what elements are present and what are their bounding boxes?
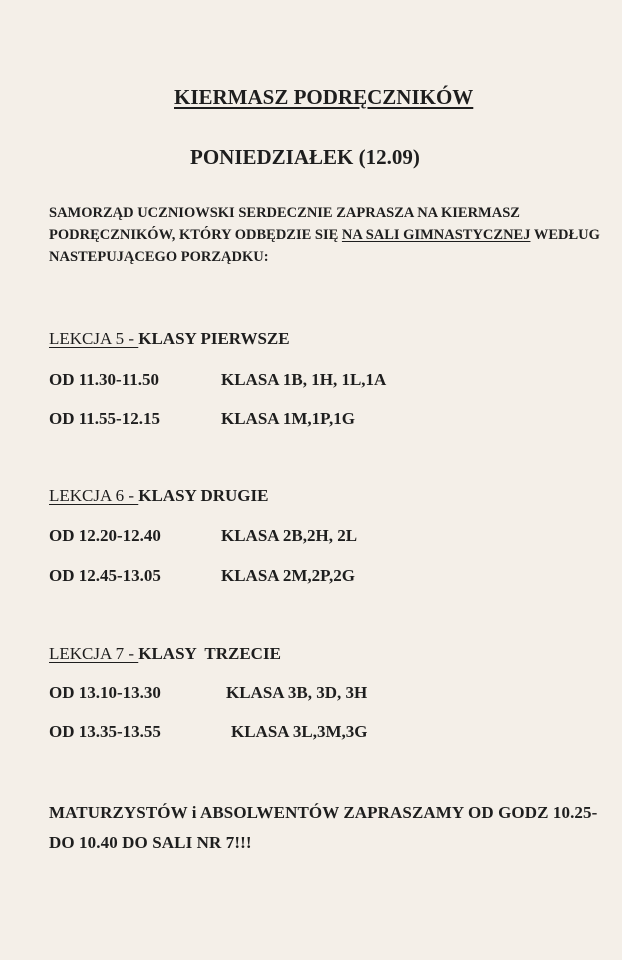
intro-location: NA SALI GIMNASTYCZNEJ: [341, 227, 531, 243]
section-heading-lekcja-5: [49, 329, 290, 349]
schedule-row: [49, 370, 387, 390]
schedule-row: [49, 683, 368, 703]
footer-note: MATURZYSTÓW i ABSOLWENTÓW ZAPRASZAMY OD GODZ 10.25-DO 10.40 DO SALI NR 7!!!: [49, 803, 598, 852]
classes-label: KLASY PIERWSZE: [138, 329, 290, 348]
lesson-label: LEKCJA 7 -: [49, 644, 139, 663]
class-list: KLASA 2M,2P,2G: [221, 566, 355, 585]
section-heading-lekcja-6: [49, 486, 268, 506]
time-slot: OD 12.20-12.40: [49, 526, 161, 545]
class-list: KLASA 2B,2H, 2L: [221, 526, 358, 545]
class-list: KLASA 1M,1P,1G: [221, 409, 355, 428]
class-list: KLASA 3B, 3D, 3H: [226, 683, 368, 702]
time-slot: OD 12.45-13.05: [49, 566, 161, 585]
class-list: KLASA 3L,3M,3G: [231, 722, 368, 741]
classes-label: KLASY DRUGIE: [138, 486, 269, 505]
time-slot: OD 13.35-13.55: [49, 722, 161, 741]
schedule-row: [49, 566, 355, 586]
time-slot: OD 11.30-11.50: [49, 370, 160, 389]
class-list: KLASA 1B, 1H, 1L,1A: [221, 370, 387, 389]
schedule-row: [49, 409, 355, 429]
intro-text-part2: WEDŁUG NASTEPUJĄCEGO PORZĄDKU:: [49, 227, 600, 265]
lesson-label: LEKCJA 6 -: [49, 486, 139, 505]
intro-text-part1: SAMORZĄD UCZNIOWSKI SERDECZNIE ZAPRASZA NA KIERMASZ PODRĘCZNIKÓW, KTÓRY ODBĘDZIE SIĘ: [49, 205, 520, 243]
schedule-row: [49, 722, 368, 742]
intro-paragraph: [49, 202, 609, 268]
classes-label: KLASY TRZECIE: [138, 644, 281, 663]
time-slot: OD 11.55-12.15: [49, 409, 160, 428]
section-heading-lekcja-7: [49, 644, 281, 664]
lesson-label: LEKCJA 5 -: [49, 329, 139, 348]
page-title: KIERMASZ PODRĘCZNIKÓW: [174, 85, 474, 109]
page-subtitle: PONIEDZIAŁEK (12.09): [190, 145, 420, 169]
schedule-row: [49, 526, 358, 546]
time-slot: OD 13.10-13.30: [49, 683, 161, 702]
